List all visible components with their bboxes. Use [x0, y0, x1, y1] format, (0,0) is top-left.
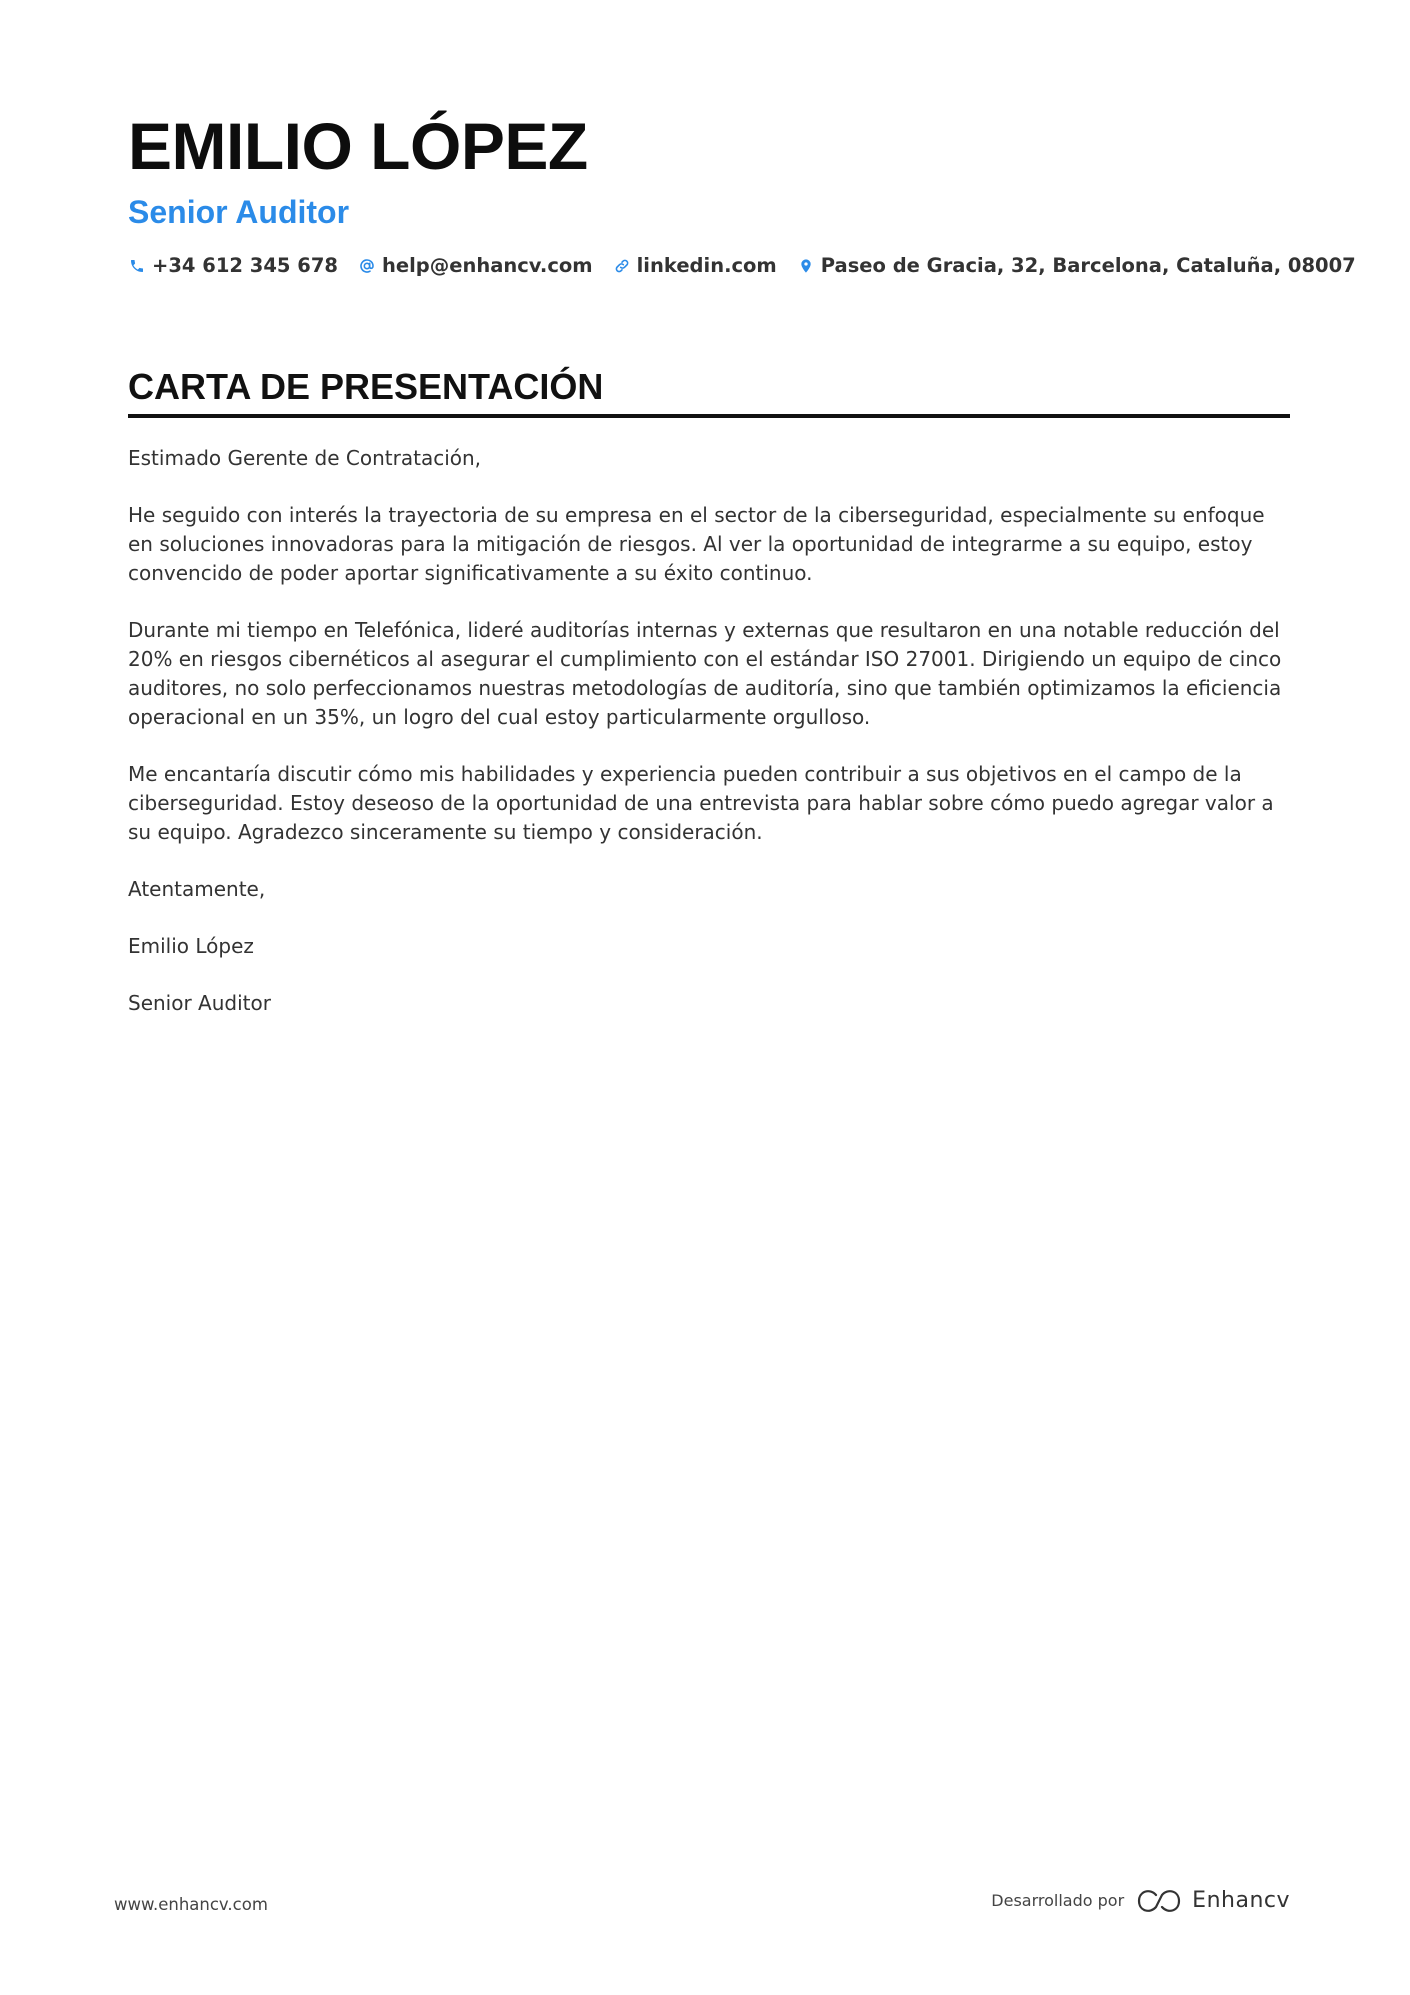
contact-address-text: Paseo de Gracia, 32, Barcelona, Cataluña, 08007: [820, 254, 1356, 277]
contact-phone-text: +34 612 345 678: [152, 254, 338, 277]
signature-title: Senior Auditor: [128, 991, 271, 1015]
link-icon: [613, 257, 631, 275]
letter-paragraph: Durante mi tiempo en Telefónica, lideré auditorías internas y externas que resultaron en una notable reducción del 20% en riesgos cibernéticos al asegurar el cumplimiento con el estándar ISO 27001. Dirigiendo un equipo de cinco auditores, no solo perfeccionamos nuestras metodologías de auditoría, sino que también optimizamos la eficiencia operacional en un 35%, un logro del cual estoy particularmente orgulloso.: [128, 618, 1282, 729]
applicant-name: EMILIO LÓPEZ: [128, 109, 588, 183]
letter-salutation: Estimado Gerente de Contratación,: [128, 446, 482, 470]
section-title: CARTA DE PRESENTACIÓN: [128, 366, 1290, 418]
footer-website[interactable]: www.enhancv.com: [114, 1895, 268, 1914]
enhancv-logo-icon: [1136, 1889, 1182, 1913]
location-pin-icon: [797, 257, 815, 275]
contact-email-text[interactable]: help@enhancv.com: [381, 254, 593, 277]
brand-name: Enhancv: [1192, 1888, 1290, 1913]
letter-paragraph: Me encantaría discutir cómo mis habilidades y experiencia pueden contribuir a sus objetivos en el campo de la ciberseguridad. Estoy deseoso de la oportunidad de una entrevista para hablar sobre cómo puedo agregar valor a su equipo. Agradezco sinceramente su tiempo y consideración.: [128, 762, 1274, 844]
letter-body: [128, 444, 1290, 1018]
contact-linkedin[interactable]: [613, 254, 777, 277]
letter-closing: Atentamente,: [128, 877, 266, 901]
phone-icon: [128, 257, 146, 275]
cover-letter-section: [128, 366, 1290, 1046]
contact-bar: [128, 254, 1356, 277]
letter-paragraph: He seguido con interés la trayectoria de su empresa en el sector de la ciberseguridad, especialmente su enfoque en soluciones innovadoras para la mitigación de riesgos. Al ver la oportunidad de integrarme a su equipo, estoy convencido de poder aportar significativamente a su éxito continuo.: [128, 503, 1265, 585]
at-icon: [358, 257, 376, 275]
header: [128, 108, 1356, 277]
contact-linkedin-text[interactable]: linkedin.com: [636, 254, 777, 277]
contact-address: [797, 254, 1356, 277]
powered-by-text: Desarrollado por: [991, 1891, 1125, 1910]
contact-phone: [128, 254, 338, 277]
contact-email[interactable]: [358, 254, 593, 277]
signature-name: Emilio López: [128, 934, 254, 958]
applicant-title: Senior Auditor: [128, 194, 350, 230]
footer-brand: [991, 1888, 1290, 1913]
